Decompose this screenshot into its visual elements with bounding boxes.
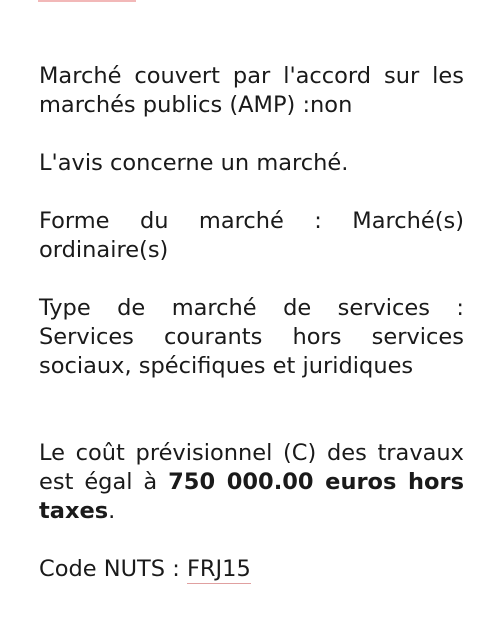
nuts-code-link[interactable]: FRJ15 bbox=[186, 556, 251, 582]
concerne-paragraph: L'avis concerne un marché. bbox=[39, 150, 349, 176]
cout-prefix: Le coût prévisionnel (C) des travaux est égal à bbox=[39, 440, 464, 495]
type-paragraph: Type de marché de services : Services courants hors services sociaux, spécifiques et juridiques bbox=[39, 295, 464, 379]
cout-suffix: . bbox=[108, 498, 116, 524]
cout-amount: 750 000.00 euros hors taxes bbox=[39, 469, 464, 524]
notice-content bbox=[39, 62, 464, 613]
amp-paragraph: Marché couvert par l'accord sur les marchés publics (AMP) :non bbox=[39, 63, 464, 118]
forme-paragraph: Forme du marché : Marché(s) ordinaire(s) bbox=[39, 208, 464, 263]
nuts-paragraph bbox=[39, 555, 464, 584]
cout-paragraph bbox=[39, 439, 464, 526]
nuts-label: Code NUTS : bbox=[39, 556, 187, 582]
top-divider bbox=[38, 0, 136, 2]
